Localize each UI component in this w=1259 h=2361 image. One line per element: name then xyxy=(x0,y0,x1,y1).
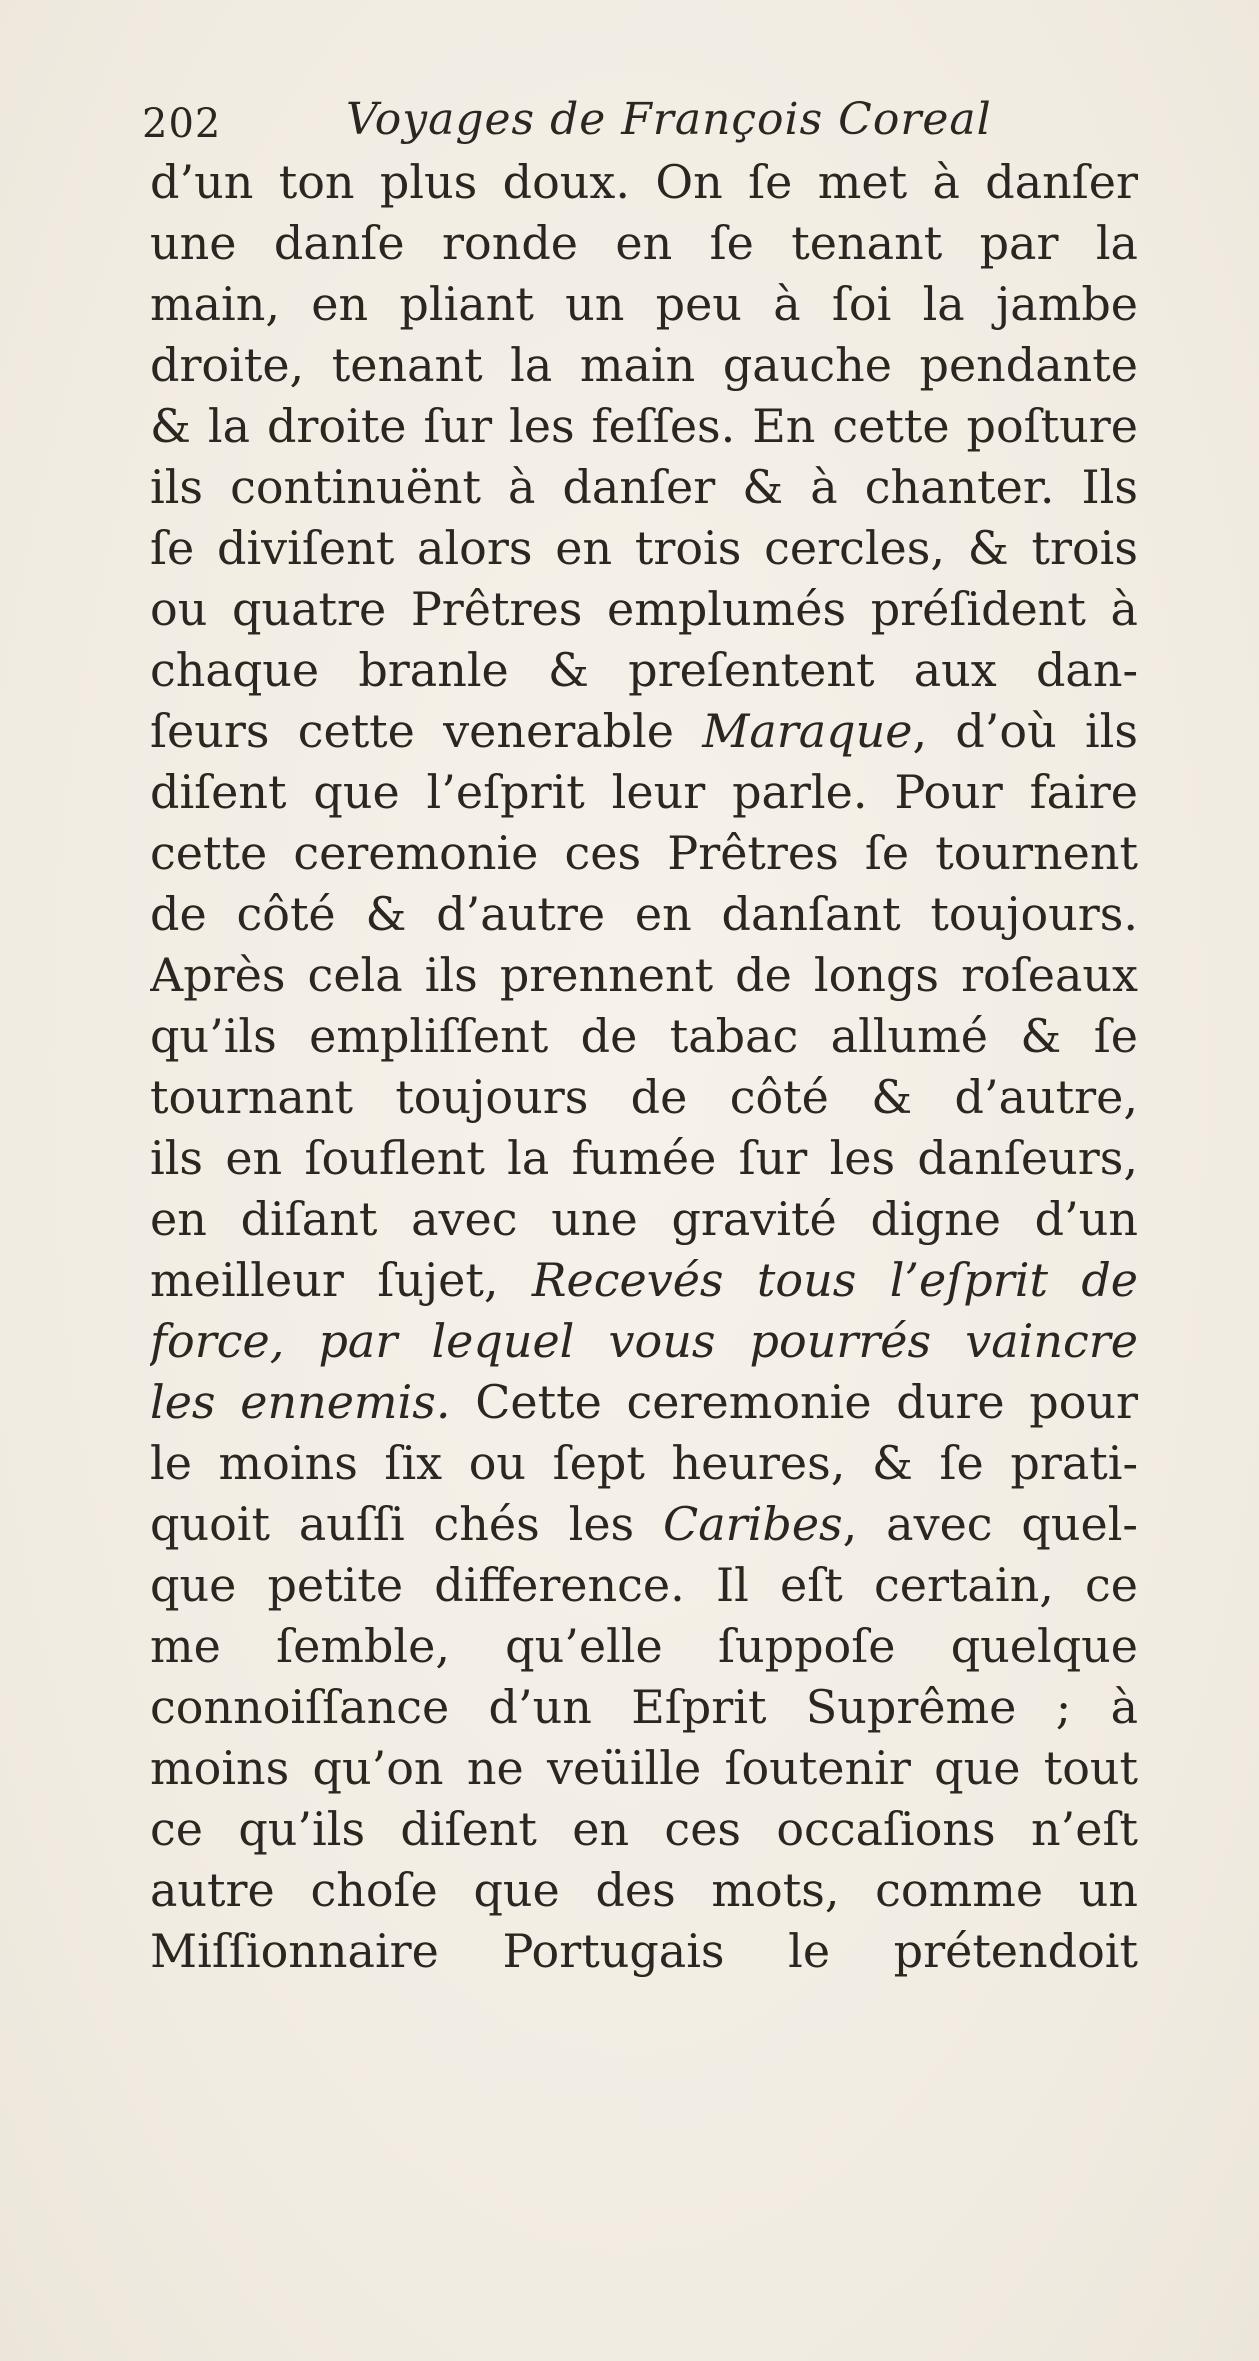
text-line xyxy=(150,1006,1138,1067)
text-segment: ce qu’ils diſent en ces occaſions n’eſt xyxy=(150,1802,1138,1856)
text-segment: diſent que l’eſprit leur parle. Pour faire xyxy=(150,765,1138,819)
text-line xyxy=(150,1067,1138,1128)
text-segment: Après cela ils prennent de longs roſeaux xyxy=(150,948,1138,1002)
text-line xyxy=(150,1738,1138,1799)
text-segment: qu’ils empliſſent de tabac allumé & ſe xyxy=(150,1009,1138,1063)
text-line xyxy=(150,884,1138,945)
text-segment: me ſemble, qu’elle ſuppoſe quelque xyxy=(150,1619,1138,1673)
text-segment: quoit auſſi chés les xyxy=(150,1497,664,1551)
text-line xyxy=(150,213,1138,274)
text-segment: droite, tenant la main gauche pendante xyxy=(150,338,1138,392)
text-line xyxy=(150,945,1138,1006)
text-line xyxy=(150,701,1138,762)
italic-text: Recevés tous l’eſprit de xyxy=(531,1253,1138,1307)
running-title: Voyages de François Coreal xyxy=(346,94,992,145)
text-line xyxy=(150,1677,1138,1738)
text-segment: connoiſſance d’un Eſprit Suprême ; à xyxy=(150,1680,1138,1734)
text-segment: que petite difference. Il eſt certain, ce xyxy=(150,1558,1138,1612)
text-line xyxy=(150,396,1138,457)
text-segment: tournant toujours de côté & d’autre, xyxy=(150,1070,1138,1124)
text-segment: , avec quel- xyxy=(842,1497,1138,1551)
text-line xyxy=(150,640,1138,701)
text-line xyxy=(150,1250,1138,1311)
text-segment: en diſant avec une gravité digne d’un xyxy=(150,1192,1138,1246)
text-line xyxy=(150,1189,1138,1250)
text-line xyxy=(150,1860,1138,1921)
text-line xyxy=(150,823,1138,884)
italic-text: Caribes xyxy=(663,1497,843,1551)
text-line xyxy=(150,762,1138,823)
text-segment: cette ceremonie ces Prêtres ſe tournent xyxy=(150,826,1138,880)
text-segment: & la droite ſur les feſſes. En cette poſture xyxy=(150,399,1138,453)
italic-text: les ennemis. xyxy=(150,1375,451,1429)
text-segment: Cette ceremonie dure pour xyxy=(450,1375,1138,1429)
text-segment: main, en pliant un peu à ſoi la jambe xyxy=(150,277,1138,331)
text-segment: , d’où ils xyxy=(912,704,1138,758)
text-segment: ou quatre Prêtres emplumés préſident à xyxy=(150,582,1138,636)
text-segment: chaque branle & preſentent aux dan- xyxy=(150,643,1138,697)
text-line xyxy=(150,457,1138,518)
text-segment: Miſſionnaire Portugais le prétendoit xyxy=(150,1924,1138,1978)
text-segment: autre choſe que des mots, comme un xyxy=(150,1863,1138,1917)
text-segment: ſeurs cette venerable xyxy=(150,704,703,758)
text-line xyxy=(150,579,1138,640)
running-head xyxy=(132,92,1112,148)
text-line xyxy=(150,1799,1138,1860)
text-line xyxy=(150,1311,1138,1372)
text-segment: ſe diviſent alors en trois cercles, & trois xyxy=(150,521,1138,575)
text-segment: d’un ton plus doux. On ſe met à danſer xyxy=(150,155,1138,209)
text-line xyxy=(150,335,1138,396)
text-line xyxy=(150,274,1138,335)
page-number: 202 xyxy=(142,101,222,147)
text-segment: ils en ſouflent la fumée ſur les danſeurs, xyxy=(150,1131,1138,1185)
text-line xyxy=(150,1372,1138,1433)
text-segment: meilleur ſujet, xyxy=(150,1253,532,1307)
text-line xyxy=(150,1433,1138,1494)
text-segment: ils continuënt à danſer & à chanter. Ils xyxy=(150,460,1138,514)
text-line xyxy=(150,518,1138,579)
text-segment: une danſe ronde en ſe tenant par la xyxy=(150,216,1138,270)
text-line xyxy=(150,1128,1138,1189)
text-segment: le moins ſix ou ſept heures, & ſe prati- xyxy=(150,1436,1138,1490)
text-line xyxy=(150,1921,1138,1982)
text-line xyxy=(150,1494,1138,1555)
body-text xyxy=(150,152,1138,1982)
italic-text: force, par lequel vous pourrés vaincre xyxy=(150,1314,1138,1368)
text-segment: de côté & d’autre en danſant toujours. xyxy=(150,887,1138,941)
italic-text: Maraque xyxy=(702,704,913,758)
text-line xyxy=(150,1555,1138,1616)
text-segment: moins qu’on ne veüille ſoutenir que tout xyxy=(150,1741,1138,1795)
text-line xyxy=(150,1616,1138,1677)
text-line xyxy=(150,152,1138,213)
